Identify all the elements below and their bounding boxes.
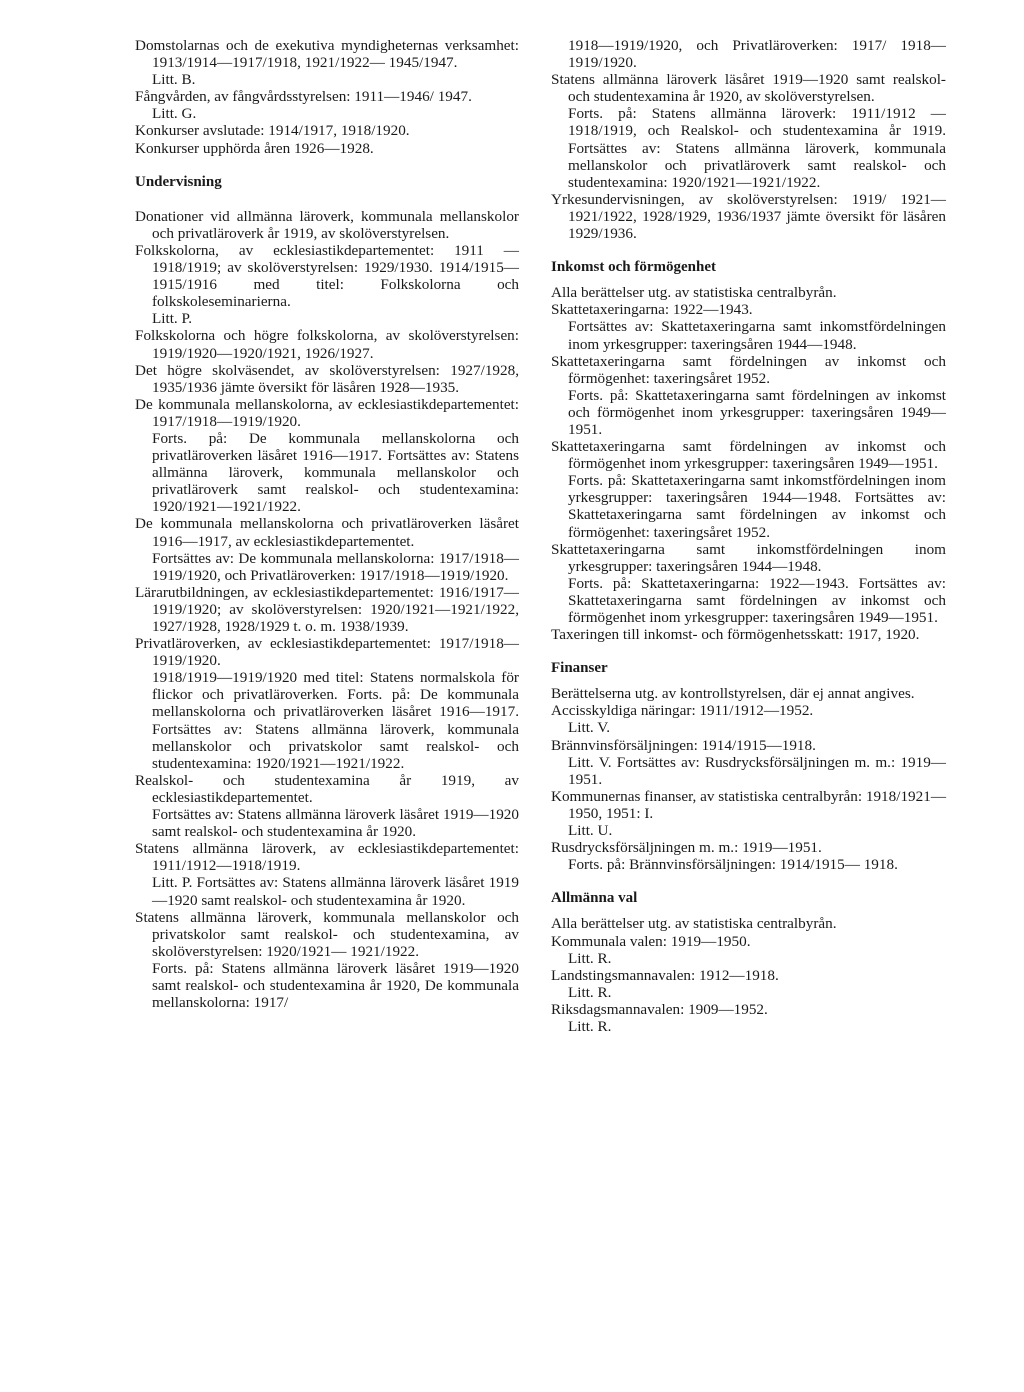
entry-text: Statens allmänna läroverk, kommunala mellanskolor och privatskolor samt realskol- och studentexamina, av skolöverstyrelsen: 1920/1921— 1921/1922. <box>135 908 519 960</box>
entry-text: Rusdrycksförsäljningen m. m.: 1919—1951. <box>551 839 822 857</box>
entry-text: Skattetaxeringarna samt fördelningen av inkomst och förmögenhet inom yrkesgrupper: taxeringsåren 1949—1951. <box>551 438 946 473</box>
entry-text: Litt. G. <box>152 105 197 123</box>
entry-text: Litt. V. <box>568 719 611 737</box>
entry-text: Litt. B. <box>152 71 196 89</box>
entry-text: Fångvården, av fångvårdsstyrelsen: 1911—1946/ 1947. <box>135 88 472 106</box>
left-column <box>135 37 519 1011</box>
entry-text: Det högre skolväsendet, av skolöverstyrelsen: 1927/1928, 1935/1936 jämte översikt för läsåren 1928—1935. <box>135 361 519 396</box>
inkomst-entries <box>551 284 946 643</box>
entry-text: Skattetaxeringarna samt inkomstfördelningen inom yrkesgrupper: taxeringsåren 1944—1948. <box>551 540 946 575</box>
entry-text: Taxeringen till inkomst- och förmögenhetsskatt: 1917, 1920. <box>551 626 920 644</box>
entry-text: Konkurser upphörda åren 1926—1928. <box>135 139 374 157</box>
entry-text: Litt. P. Fortsättes av: Statens allmänna läroverk läsåret 1919—1920 samt realskol- och studentexamina år 1920. <box>152 874 519 909</box>
entry-text: Yrkesundervisningen, av skolöverstyrelsen: 1919/ 1921—1921/1922, 1928/1929, 1936/1937 jämte översikt för läsåren 1929/1936. <box>551 190 946 243</box>
entry-text: Litt. V. Fortsättes av: Rusdrycksförsäljningen m. m.: 1919—1951. <box>568 753 946 788</box>
entry-text: 1918/1919—1919/1920 med titel: Statens normalskola för flickor och privatläroverken. Forts. på: De kommunala mellanskolorna och privatläroverken läsåret 1916—1917. Fortsättes av: Statens allmänna läroverk, kommunala mellanskolor och privatskolor samt realskol- och studentexamina: 1920/1921—1921/1922. <box>152 669 519 772</box>
entry-text: De kommunala mellanskolorna och privatläroverken läsåret 1916—1917, av ecklesiastikdepartementet. <box>135 515 519 550</box>
entry-text: Litt. R. <box>568 983 612 1001</box>
entry-text: Forts. på: Skattetaxeringarna samt fördelningen av inkomst och förmögenhet inom yrkesgrupper: taxeringsåren 1949—1951. <box>568 386 946 438</box>
continued-entries <box>551 37 946 242</box>
entry-text: Forts. på: De kommunala mellanskolorna och privatläroverken läsåret 1916—1917. Fortsättes av: Statens allmänna läroverk, kommunala mellanskolor och privatläroverk samt realskol- och studentexamina: 1920/1921—1921/1922. <box>152 429 519 516</box>
entry-text: Berättelserna utg. av kontrollstyrelsen, där ej annat angives. <box>551 685 915 703</box>
finanser-entries <box>551 685 946 873</box>
entry-text: 1918—1919/1920, och Privatläroverken: 1917/ 1918—1919/1920. <box>568 37 946 72</box>
section-heading-undervisning: Undervisning <box>135 173 222 190</box>
entry-text: Fortsättes av: De kommunala mellanskolorna: 1917/1918—1919/1920, och Privatläroverken: 1917/1918—1919/1920. <box>152 549 519 584</box>
entry-text: Statens allmänna läroverk läsåret 1919—1920 samt realskol- och studentexamina år 1920, av skolöverstyrelsen. <box>551 71 946 106</box>
section-heading-inkomst: Inkomst och förmögenhet <box>551 259 716 276</box>
entry-text: Landstingsmannavalen: 1912—1918. <box>551 966 779 984</box>
entry-text: Privatläroverken, av ecklesiastikdepartementet: 1917/1918—1919/1920. <box>135 635 519 670</box>
entry-text: Folkskolorna och högre folkskolorna, av skolöverstyrelsen: 1919/1920—1920/1921, 1926/1927. <box>135 327 519 362</box>
entry-text: Skattetaxeringarna samt fördelningen av inkomst och förmögenhet: taxeringsåret 1952. <box>551 352 946 387</box>
entry-text: Donationer vid allmänna läroverk, kommunala mellanskolor och privatläroverk år 1919, av skolöverstyrelsen. <box>135 207 519 242</box>
section-heading-val: Allmänna val <box>551 890 638 907</box>
entry-text: Lärarutbildningen, av ecklesiastikdepartementet: 1916/1917—1919/1920; av skolöverstyrelsen: 1920/1921—1921/1922, 1927/1928, 1928/1929 t. o. m. 1938/1939. <box>135 583 519 635</box>
entry-text: Brännvinsförsäljningen: 1914/1915—1918. <box>551 736 816 754</box>
entry-text: Skattetaxeringarna: 1922—1943. <box>551 301 753 319</box>
entry-text: Kommunala valen: 1919—1950. <box>551 932 751 950</box>
entry-text: De kommunala mellanskolorna, av ecklesiastikdepartementet: 1917/1918—1919/1920. <box>135 395 519 430</box>
entry-text: Litt. U. <box>568 822 613 840</box>
entry-text: Forts. på: Skattetaxeringarna samt inkomstfördelningen inom yrkesgrupper: taxeringsåren 1944—1948. Fortsättes av: Skattetaxeringarna samt fördelningen av inkomst och förmögenhet: taxeringsåret 1952. <box>568 472 946 541</box>
val-entries <box>551 915 946 1035</box>
entry-text: Fortsättes av: Statens allmänna läroverk läsåret 1919—1920 samt realskol- och studentexamina år 1920. <box>152 806 519 841</box>
entry-text: Realskol- och studentexamina år 1919, av ecklesiastikdepartementet. <box>135 771 519 806</box>
entry-text: Alla berättelser utg. av statistiska centralbyrån. <box>551 915 837 933</box>
entry-text: Forts. på: Brännvinsförsäljningen: 1914/1915— 1918. <box>568 856 898 874</box>
entry-text: Statens allmänna läroverk, av ecklesiastikdepartementet: 1911/1912—1918/1919. <box>135 840 519 875</box>
entry-text: Kommunernas finanser, av statistiska centralbyrån: 1918/1921—1950, 1951: I. <box>551 787 947 822</box>
entry-text: Alla berättelser utg. av statistiska centralbyrån. <box>551 284 837 302</box>
entry-text: Folkskolorna, av ecklesiastikdepartementet: 1911 —1918/1919; av skolöverstyrelsen: 1929/1930. 1914/1915—1915/1916 med titel: Folkskolorna och folkskoleseminarierna. <box>135 241 519 311</box>
intro-entries <box>135 37 519 157</box>
entry-text: Fortsättes av: Skattetaxeringarna samt inkomstfördelningen inom yrkesgrupper: taxeringsåren 1944—1948. <box>568 318 946 353</box>
entry-text: Litt. P. <box>152 310 193 328</box>
entry-text: Accisskyldiga näringar: 1911/1912—1952. <box>551 702 814 720</box>
section-heading-finanser: Finanser <box>551 660 608 677</box>
right-column <box>551 37 946 1035</box>
undervisning-entries <box>135 208 519 1011</box>
entry-text: Litt. R. <box>568 1017 612 1035</box>
entry-text: Domstolarnas och de exekutiva myndigheternas verksamhet: 1913/1914—1917/1918, 1921/1922— 1945/1947. <box>135 37 519 72</box>
entry-text: Litt. R. <box>568 949 612 967</box>
entry-text: Riksdagsmannavalen: 1909—1952. <box>551 1000 768 1018</box>
entry-text: Forts. på: Statens allmänna läroverk läsåret 1919—1920 samt realskol- och studentexamina år 1920, De kommunala mellanskolorna: 1917/ <box>152 959 519 1012</box>
entry-text: Konkurser avslutade: 1914/1917, 1918/1920. <box>135 122 410 140</box>
entry-text: Forts. på: Statens allmänna läroverk: 1911/1912 —1918/1919, och Realskol- och studentexamina år 1919. Fortsättes av: Statens allmänna läroverk, kommunala mellanskolor och privatläroverk samt realskol- och studentexamina: 1920/1921—1921/1922. <box>568 105 946 191</box>
entry-text: Forts. på: Skattetaxeringarna: 1922—1943. Fortsättes av: Skattetaxeringarna samt fördelningen av inkomst och förmögenhet inom yrkesgrupper: taxeringsåren 1949—1951. <box>568 574 946 626</box>
